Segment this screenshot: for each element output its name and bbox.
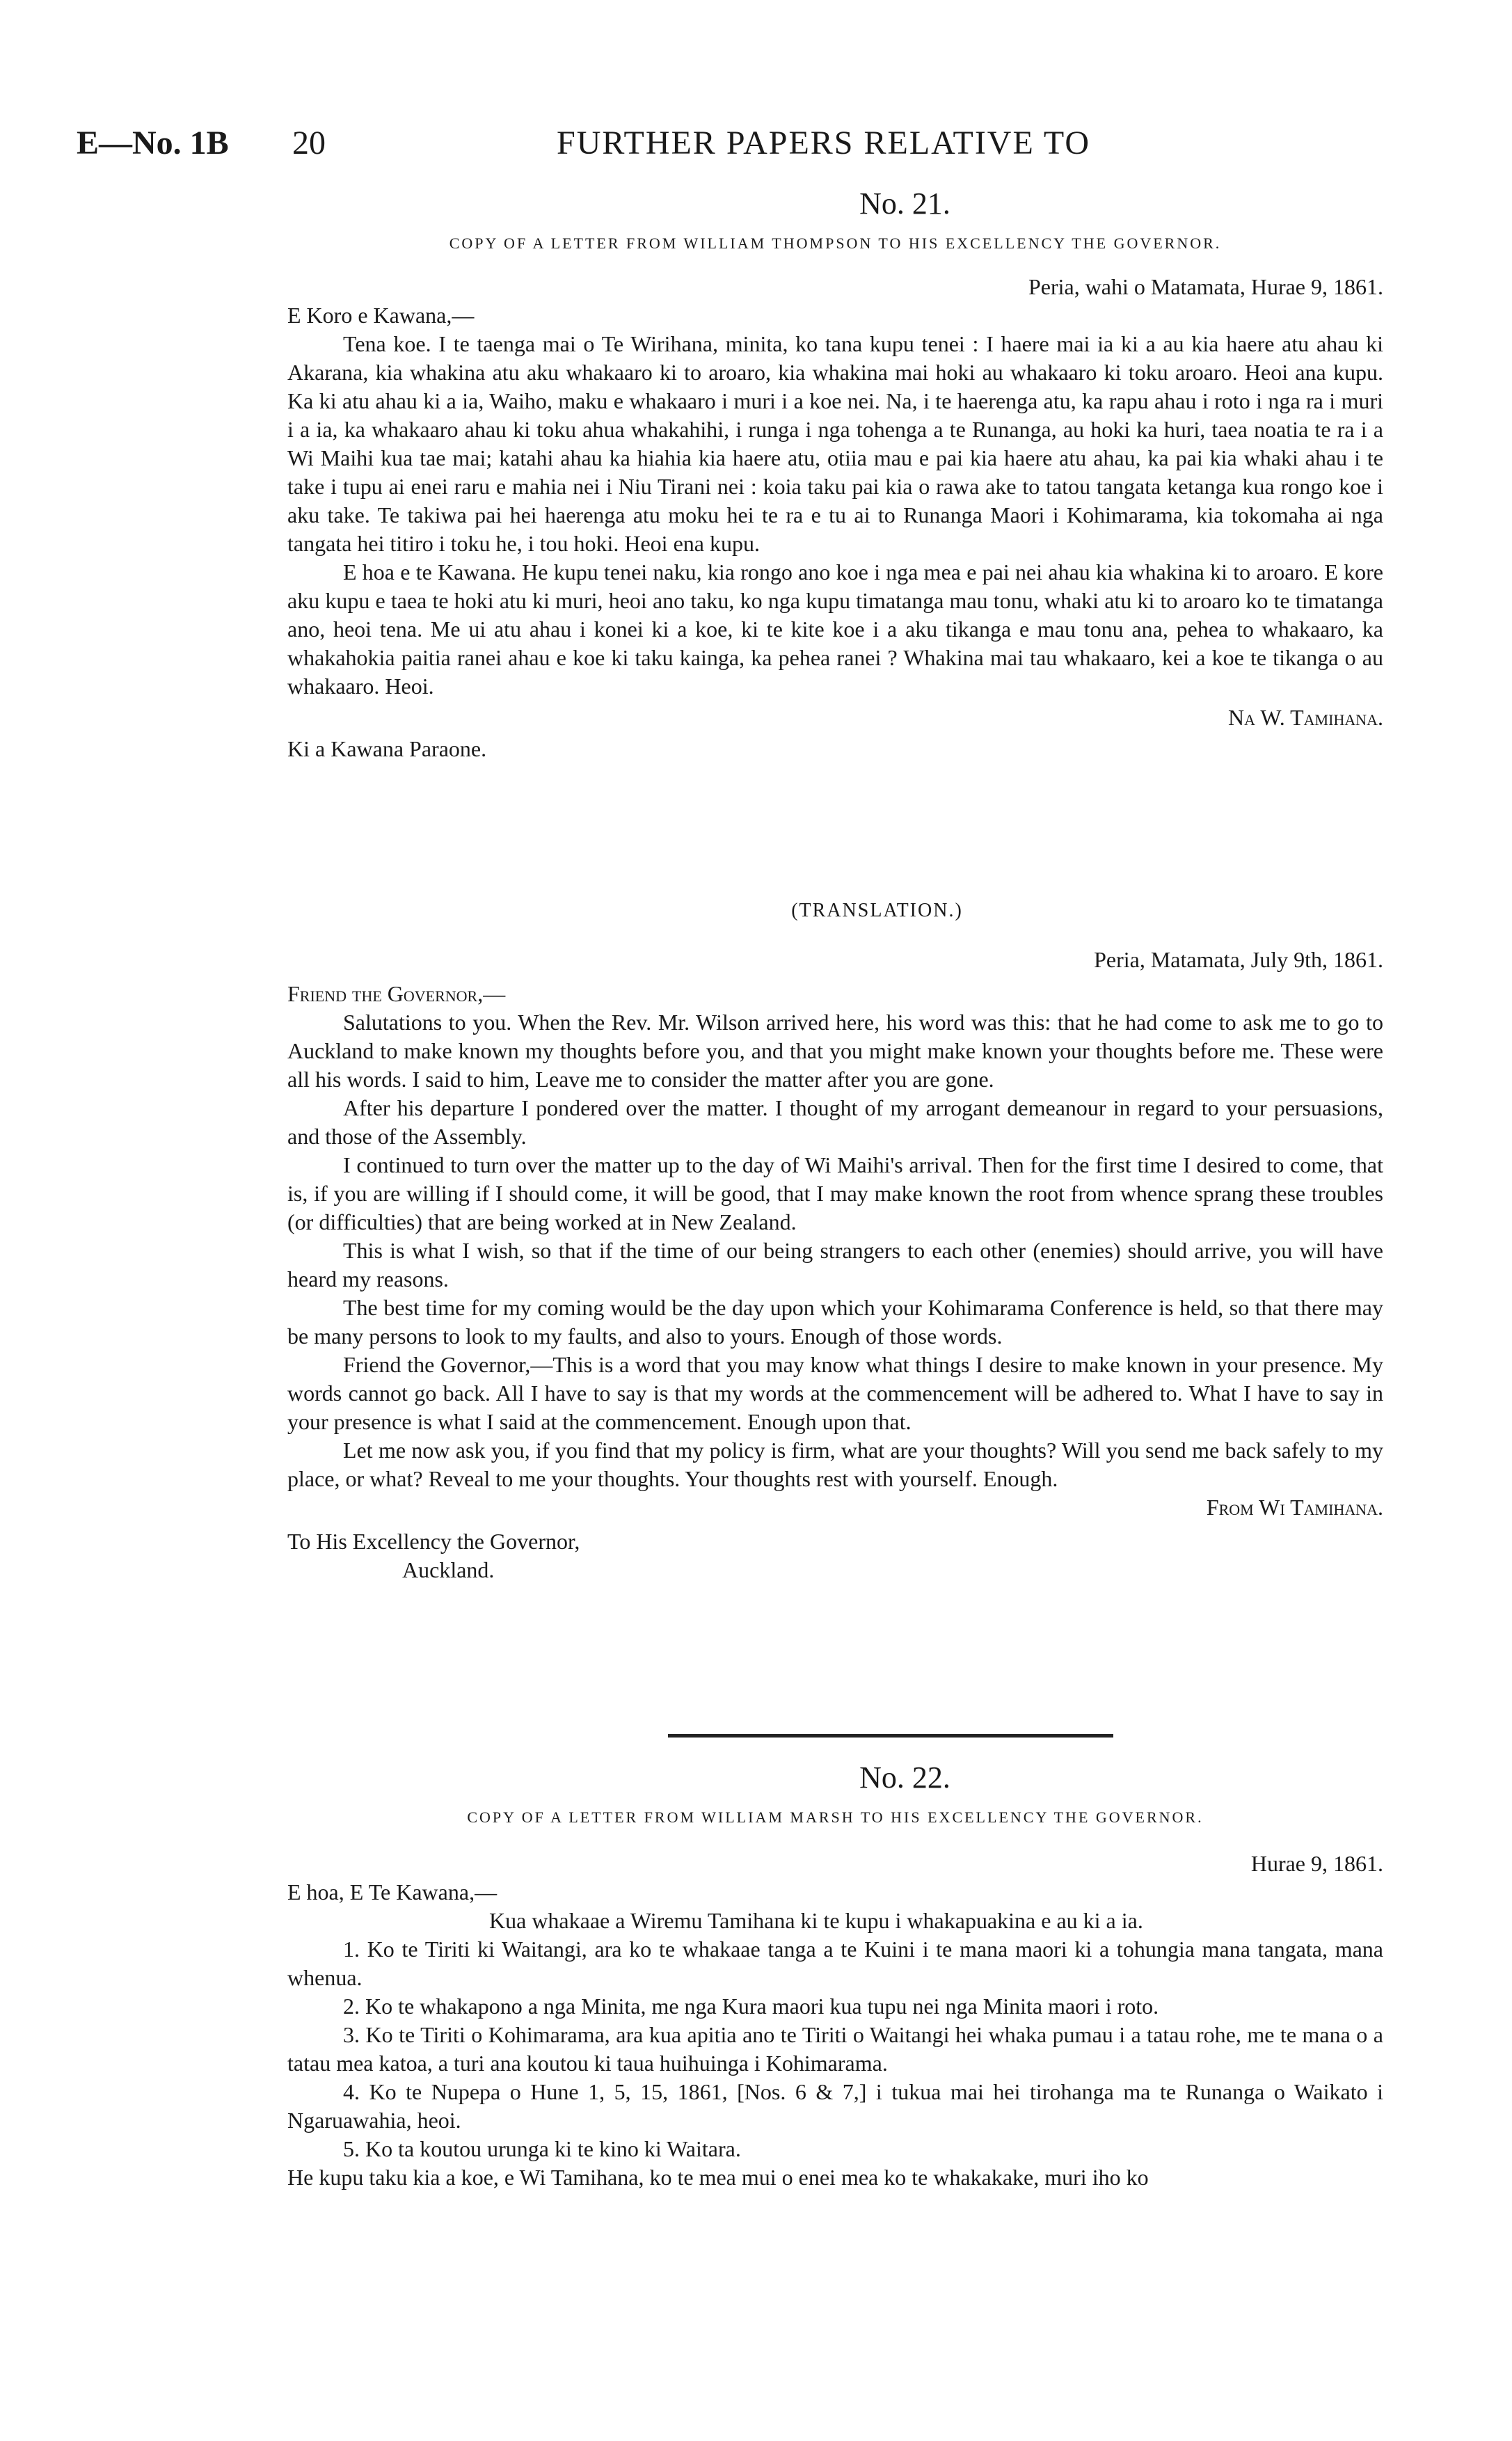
- paragraph: Tena koe. I te taenga mai o Te Wirihana, minita, ko tana kupu tenei : I haere mai ia ki a au kia haere atu ahau ki Akarana, kia whakina atu aku whakaaro ki to aroaro, kia whakina mai hoki au whakaaro ki toku aroaro. Heoi ana kupu. Ka ki atu ahau ki a ia, Waiho, maku e whakaaro i muri i a koe nei. Na, i te haerenga atu, ka rapu ahau i roto i nga ra i muri i a ia, ka whakaaro ahau ki toku ahua whakahihi, i runga i nga tohenga a te Runanga, au hoki ka huri, taea noatia te ra i a Wi Maihi kua tae mai; katahi ahau ka hiahia kia haere atu, otiia mau e pai kia haere atu ahau, ka pai kia whaki ahau i te take i tupu ai enei raru e mahia nei i Niu Tirani nei : koia taku pai kia o rawa ake to tatou tangata ketanga kua rongo koe i aku take. Te takiwa pai hei haerenga atu moku hei te ra e tu ai to Runanga Maori i Kohimarama, kia tokomaha ai nga tangata hei titiro i toku he, i tou hoki. Heoi ena kupu.: [287, 331, 1383, 556]
- paragraph: After his departure I pondered over the matter. I thought of my arrogant demeanour in regard to your persuasions, and those of the Assembly.: [287, 1095, 1383, 1149]
- salutation: E Koro e Kawana,—: [287, 303, 475, 328]
- letter-caption: COPY OF A LETTER FROM WILLIAM THOMPSON TO HIS EXCELLENCY THE GOVERNOR.: [449, 234, 1222, 252]
- paragraph: The best time for my coming would be the day upon which your Kohimarama Conference is held, so that there may be many persons to look to my faults, and also to yours. Enough of those words.: [287, 1295, 1383, 1349]
- letter-number: No. 22.: [859, 1760, 950, 1795]
- list-item: 4. Ko te Nupepa o Hune 1, 5, 15, 1861, [Nos. 6 & 7,] i tukua mai hei tirohanga ma te Runanga o Waikato i Ngaruawahia, heoi.: [287, 2079, 1383, 2133]
- translation: [287, 896, 1383, 1584]
- letter-number: No. 21.: [859, 186, 950, 221]
- letter-caption: COPY OF A LETTER FROM WILLIAM MARSH TO HIS EXCELLENCY THE GOVERNOR.: [467, 1808, 1204, 1826]
- page-number: 20: [292, 125, 326, 161]
- addressee: Ki a Kawana Paraone.: [287, 736, 487, 761]
- translation-heading: (TRANSLATION.): [791, 900, 963, 921]
- paragraph: Let me now ask you, if you find that my policy is firm, what are your thoughts? Will you send me back safely to my place, or what? Reveal to me your thoughts. Your thoughts rest with yourself. Enough.: [287, 1438, 1383, 1491]
- closing-line: He kupu taku kia a koe, e Wi Tamihana, ko te mea mui o enei mea ko te whakakake, muri iho ko: [287, 2165, 1149, 2190]
- place-date: Peria, wahi o Matamata, Hurae 9, 1861.: [1028, 274, 1383, 299]
- section-divider: [668, 1734, 1113, 1738]
- letter-21: [287, 186, 1383, 763]
- paragraph: Salutations to you. When the Rev. Mr. Wilson arrived here, his word was this: that he had come to ask me to go to Auckland to make known my thoughts before you, and that you might make known your thoughts before me. These were all his words. I said to him, Leave me to consider the matter after you are gone.: [287, 1010, 1383, 1092]
- address-line: To His Excellency the Governor,: [287, 1529, 580, 1554]
- paragraph: Friend the Governor,—This is a word that you may know what things I desire to make known in your presence. My words cannot go back. All I have to say is that my words at the commencement will be adhered to. What I have to say in your presence is what I said at the commencement. Enough upon that.: [287, 1352, 1383, 1434]
- list-item: 1. Ko te Tiriti ki Waitangi, ara ko te whakaae tanga a te Kuini i te mana maori ki a tohungia mana tangata, mana whenua.: [287, 1937, 1383, 1990]
- signature: Na W. Tamihana.: [1228, 705, 1383, 730]
- letter-22: [287, 1760, 1383, 2192]
- list-item: 2. Ko te whakapono a nga Minita, me nga Kura maori kua tupu nei nga Minita maori i roto.: [343, 1994, 1159, 2019]
- intro-line: Kua whakaae a Wiremu Tamihana ki te kupu i whakapuakina e au ki a ia.: [489, 1908, 1143, 1933]
- paragraph: E hoa e te Kawana. He kupu tenei naku, kia rongo ano koe i nga mea e pai nei ahau kia whakina ki to aroaro. E kore aku kupu e taea te hoki atu ki muri, heoi ano taku, ko nga kupu timatanga mau tonu, whaki atu ki to aroaro ko te timatanga ano, heoi tena. Me ui atu ahau i konei ki a koe, ki te kite koe i a aku tikanga e mau tonu ana, pehea to whakaaro, ka whakahokia paitia ranei ahau e koe ki taku kainga, ka pehea ranei ? Whakina mai tau whakaaro, kei a koe te tikanga o au whakaaro. Heoi.: [287, 559, 1383, 699]
- signature: From Wi Tamihana.: [1206, 1495, 1383, 1520]
- list-item: 3. Ko te Tiriti o Kohimarama, ara kua apitia ano te Tiriti o Waitangi hei whaka pumau i a tatau rohe, me te mana o a tatau mea katoa, a turi ana koutou ki taua huihuinga i Kohimarama.: [287, 2022, 1383, 2076]
- list-item: 5. Ko ta koutou urunga ki te kino ki Waitara.: [343, 2136, 741, 2161]
- paragraph: This is what I wish, so that if the time of our being strangers to each other (enemies) should arrive, you will have heard my reasons.: [287, 1238, 1383, 1291]
- letter-date: Hurae 9, 1861.: [1250, 1851, 1383, 1876]
- running-title: FURTHER PAPERS RELATIVE TO: [557, 125, 1091, 161]
- paragraph: I continued to turn over the matter up to the day of Wi Maihi's arrival. Then for the first time I desired to come, that is, if you are willing if I should come, it will be good, that I may make known the root from whence sprang these troubles (or difficulties) that are being worked at in New Zealand.: [287, 1152, 1383, 1234]
- salutation: E hoa, E Te Kawana,—: [287, 1879, 498, 1905]
- page-header: [0, 124, 1512, 166]
- salutation: Friend the Governor,—: [287, 981, 506, 1006]
- address-line: Auckland.: [402, 1557, 495, 1582]
- place-date: Peria, Matamata, July 9th, 1861.: [1094, 947, 1383, 972]
- paper-reference: E—No. 1B: [77, 125, 229, 161]
